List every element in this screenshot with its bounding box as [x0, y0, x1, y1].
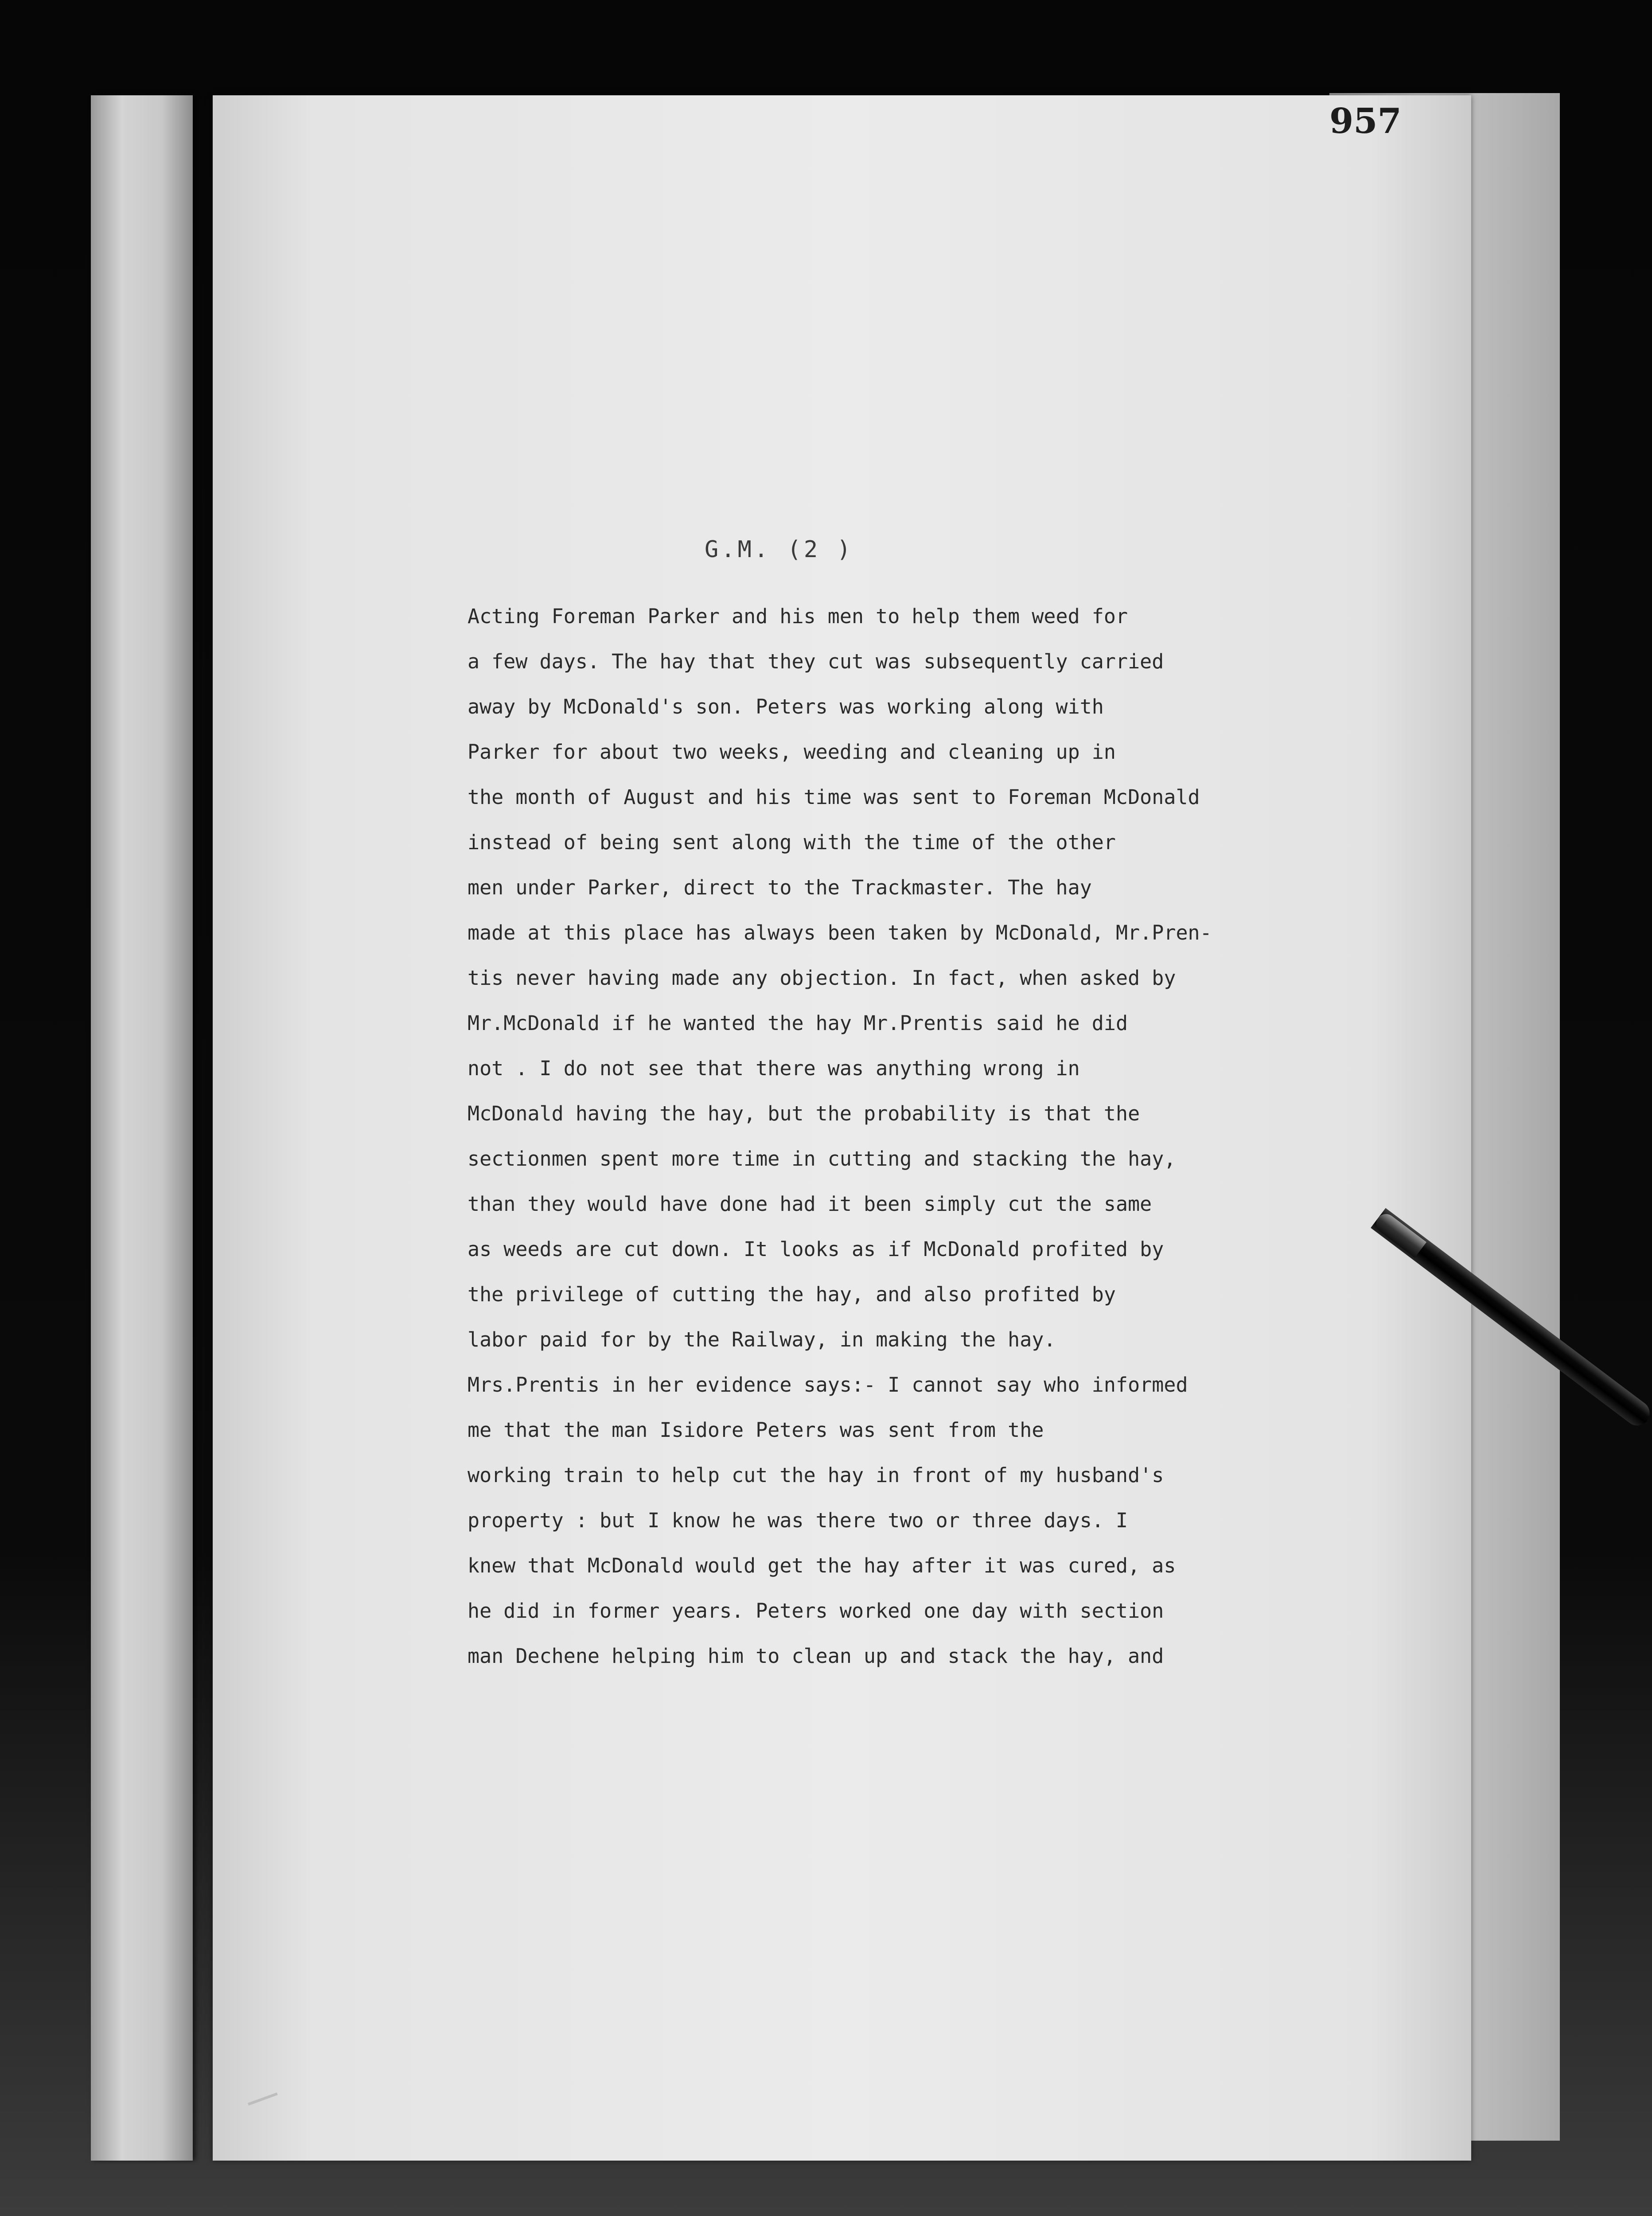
- page-header: G.M. (2 ): [705, 536, 853, 563]
- body-line: he did in former years. Peters worked one day with section: [468, 1599, 1164, 1623]
- body-line: the month of August and his time was sent to Foreman McDonald: [468, 785, 1200, 809]
- body-line: McDonald having the hay, but the probability is that the: [468, 1102, 1140, 1125]
- letter-body: [468, 594, 1371, 1679]
- body-line: labor paid for by the Railway, in making the hay.: [468, 1328, 1056, 1351]
- page-number: 957: [1329, 101, 1402, 141]
- body-line: tis never having made any objection. In fact, when asked by: [468, 966, 1176, 990]
- body-line: Mr.McDonald if he wanted the hay Mr.Prentis said he did: [468, 1011, 1128, 1035]
- body-line: me that the man Isidore Peters was sent from the: [468, 1418, 1044, 1442]
- body-line: sectionmen spent more time in cutting and stacking the hay,: [468, 1147, 1176, 1170]
- body-line: Acting Foreman Parker and his men to help them weed for: [468, 605, 1128, 628]
- body-line: away by McDonald's son. Peters was working along with: [468, 695, 1104, 718]
- body-line: Mrs.Prentis in her evidence says:- I cannot say who informed: [468, 1373, 1188, 1397]
- body-line: not . I do not see that there was anything wrong in: [468, 1057, 1080, 1080]
- body-line: made at this place has always been taken by McDonald, Mr.Pren-: [468, 921, 1212, 944]
- body-line: a few days. The hay that they cut was subsequently carried: [468, 650, 1164, 673]
- body-line: men under Parker, direct to the Trackmaster. The hay: [468, 876, 1092, 899]
- body-line: knew that McDonald would get the hay after it was cured, as: [468, 1554, 1176, 1577]
- body-line: Parker for about two weeks, weeding and cleaning up in: [468, 740, 1116, 764]
- body-line: man Dechene helping him to clean up and stack the hay, and: [468, 1644, 1164, 1668]
- body-line: property : but I know he was there two or three days. I: [468, 1509, 1128, 1532]
- body-line: instead of being sent along with the time of the other: [468, 831, 1116, 854]
- body-line: than they would have done had it been simply cut the same: [468, 1192, 1152, 1216]
- body-line: working train to help cut the hay in front of my husband's: [468, 1463, 1164, 1487]
- body-line: the privilege of cutting the hay, and also profited by: [468, 1283, 1116, 1306]
- binding-strip: [91, 95, 193, 2161]
- body-line: as weeds are cut down. It looks as if McDonald profited by: [468, 1237, 1164, 1261]
